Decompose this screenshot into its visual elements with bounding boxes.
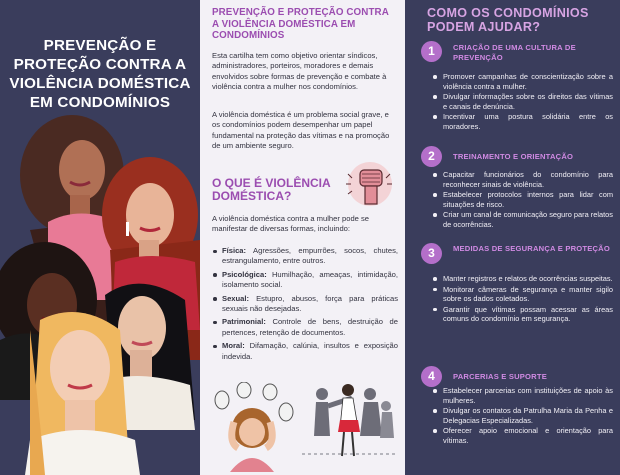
section-list-3 [443, 274, 613, 325]
intro-paragraph-2: A violência doméstica é um problema social grave, e os condomínios podem desempenhar um papel fundamental na proteção das vítimas e na promoção de um ambiente seguro. [212, 110, 390, 151]
section-number-1: 1 [421, 41, 442, 62]
intro-title: PREVENÇÃO E PROTEÇÃO CONTRA A VIOLÊNCIA DOMÉSTICA EM CONDOMÍNIOS [212, 7, 389, 41]
section-title-4: PARCERIAS E SUPORTE [453, 372, 547, 381]
cover-title: PREVENÇÃO E PROTEÇÃO CONTRA A VIOLÊNCIA DOMÉSTICA EM CONDOMÍNIOS [9, 37, 191, 111]
section-title-1: CRIAÇÃO DE UMA CULTURA DE PREVENÇÃO [453, 43, 576, 63]
distressed-woman-illustration [208, 382, 298, 472]
list-item: Sexual: Estupro, abusos, força para práticas sexuais não desejadas. [222, 293, 398, 314]
list-item: Oferecer apoio emocional e orientação para vítimas. [443, 426, 613, 445]
list-item: Divulgar informações sobre os direitos das vítimas e canais de denúncia. [443, 92, 613, 111]
cover-panel [0, 0, 200, 475]
list-item: Monitorar câmeras de segurança e manter sigilo sobre os dados coletados. [443, 284, 613, 304]
list-item: Estabelecer parcerias com instituições de apoio às mulheres. [443, 386, 613, 405]
list-item: Estabelecer protocolos internos para lidar com situações de risco. [443, 190, 613, 209]
section-title-2: TREINAMENTO E ORIENTAÇÃO [453, 152, 574, 161]
help-title: COMO OS CONDOMÍNIOS PODEM AJUDAR? [427, 6, 589, 34]
section-list-1 [443, 72, 613, 133]
list-item: Promover campanhas de conscientização sobre a violência contra a mulher. [443, 72, 613, 91]
women-illustration [0, 0, 200, 475]
list-item: Psicológica: Humilhação, ameaças, intimidação, isolamento social. [222, 269, 398, 290]
section-list-4 [443, 386, 613, 447]
list-item: Patrimonial: Controle de bens, destruição de pertences, retenção de documentos. [222, 317, 398, 337]
list-item: Divulgar os contatos da Patrulha Maria da Penha e Delegacias Especializadas. [443, 406, 613, 425]
section-number-2: 2 [421, 146, 442, 167]
what-is-title: O QUE É VIOLÊNCIA DOMÉSTICA? [212, 176, 331, 203]
raised-fist-icon [340, 160, 396, 208]
section-number-3: 3 [421, 243, 442, 264]
list-item: Manter registros e relatos de ocorrências suspeitas. [443, 274, 613, 283]
section-list-2 [443, 170, 613, 231]
section-number-4: 4 [421, 366, 442, 387]
aggression-scene-illustration [300, 376, 400, 471]
list-item: Moral: Difamação, calúnia, insultos e exposição indevida. [222, 341, 398, 361]
section-title-3: MEDIDAS DE SEGURANÇA E PROTEÇÃO [453, 244, 610, 253]
intro-panel [200, 0, 405, 475]
list-item: Incentivar uma postura solidária entre os moradores. [443, 112, 613, 131]
what-is-intro: A violência doméstica contra a mulher pode se manifestar de diversas formas, incluindo: [212, 214, 370, 234]
list-item: Garantir que vítimas possam acessar as áreas comuns do condomínio em segurança. [443, 304, 613, 324]
list-item: Capacitar funcionários do condomínio para reconhecer sinais de violência. [443, 170, 613, 189]
list-item: Criar um canal de comunicação seguro para relatos de ocorrências. [443, 210, 613, 229]
violence-types-list [222, 246, 398, 365]
list-item: Física: Agressões, empurrões, socos, chutes, estrangulamento, entre outros. [222, 246, 398, 266]
intro-paragraph-1: Esta cartilha tem como objetivo orientar síndicos, administradores, porteiros, moradores e demais envolvidos sobre formas de prevenção e combate à violência contra a mulher nos condomínios. [212, 51, 387, 92]
help-panel [405, 0, 620, 475]
